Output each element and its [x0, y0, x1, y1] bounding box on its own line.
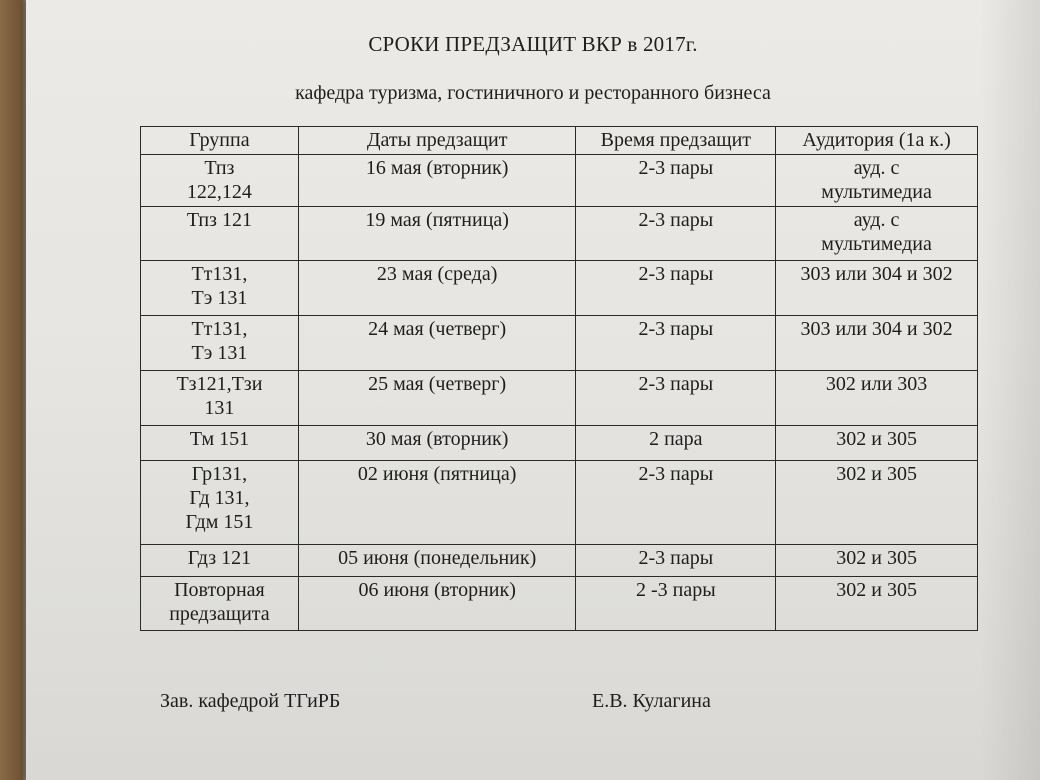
cell-room	[776, 426, 978, 461]
cell-group	[141, 316, 299, 371]
cell-room-line: мультимедиа	[821, 181, 932, 203]
table-row	[141, 426, 978, 461]
cell-date: 16 мая (вторник)	[298, 155, 576, 207]
table-row	[141, 316, 978, 371]
cell-date: 02 июня (пятница)	[298, 461, 576, 545]
cell-date: 24 мая (четверг)	[298, 316, 576, 371]
cell-group	[141, 426, 299, 461]
cell-room	[776, 207, 978, 261]
cell-room	[776, 155, 978, 207]
cell-room	[776, 545, 978, 577]
cell-room-line: ауд. с	[853, 209, 900, 231]
cell-group-line: Тт131,	[191, 263, 248, 285]
cell-group-line: Гдз 121	[187, 547, 252, 569]
cell-time: 2 -3 пары	[576, 577, 776, 631]
cell-time: 2-3 пары	[576, 155, 776, 207]
cell-group-line: Тэ 131	[191, 342, 248, 364]
cell-time: 2-3 пары	[576, 545, 776, 577]
cell-room-line: 302 или 303	[825, 373, 928, 395]
cell-room-line: 302 и 305	[836, 428, 917, 450]
cell-group-line: Тпз	[204, 157, 235, 179]
table-row	[141, 207, 978, 261]
cell-group-line: Тт131,	[191, 318, 248, 340]
header-time: Время предзащит	[576, 127, 776, 155]
cell-date: 05 июня (понедельник)	[298, 545, 576, 577]
cell-group	[141, 577, 299, 631]
table-row	[141, 461, 978, 545]
cell-room-line: мультимедиа	[821, 233, 932, 255]
table-row	[141, 261, 978, 316]
cell-group-line: 122,124	[186, 181, 252, 203]
cell-time: 2-3 пары	[576, 316, 776, 371]
cell-group	[141, 461, 299, 545]
cell-room	[776, 577, 978, 631]
cell-group	[141, 371, 299, 426]
header-group: Группа	[141, 127, 299, 155]
cell-room-line: 303 или 304 и 302	[800, 263, 953, 285]
table-body	[141, 155, 978, 631]
cell-group-line: Тз121,Тзи	[176, 373, 263, 395]
cell-room-line: 303 или 304 и 302	[800, 318, 953, 340]
table-row	[141, 545, 978, 577]
footer-position: Зав. кафедрой ТГиРБ	[160, 690, 341, 712]
cell-time: 2-3 пары	[576, 371, 776, 426]
cell-group-line: Повторная	[174, 579, 265, 601]
cell-group-line: Тм 151	[189, 428, 250, 450]
cell-group-line: Тпз 121	[186, 209, 252, 231]
document-subtitle: кафедра туризма, гостиничного и ресторанного бизнеса	[295, 82, 771, 104]
table-header-row	[141, 127, 978, 155]
schedule-table	[140, 126, 978, 631]
table-row	[141, 577, 978, 631]
footer-name: Е.В. Кулагина	[592, 690, 711, 712]
cell-group-line: предзащита	[169, 603, 270, 625]
cell-room	[776, 261, 978, 316]
cell-group-line: 131	[204, 397, 235, 419]
cell-group-line: Гдм 151	[185, 511, 254, 533]
cell-room-line: ауд. с	[853, 157, 900, 179]
cell-date: 19 мая (пятница)	[298, 207, 576, 261]
cell-group	[141, 155, 299, 207]
cell-date: 25 мая (четверг)	[298, 371, 576, 426]
header-dates: Даты предзащит	[298, 127, 576, 155]
cell-time: 2 пара	[576, 426, 776, 461]
cell-time: 2-3 пары	[576, 461, 776, 545]
cell-group-line: Гд 131,	[189, 487, 250, 509]
cell-room	[776, 316, 978, 371]
cell-time: 2-3 пары	[576, 261, 776, 316]
cell-date: 30 мая (вторник)	[298, 426, 576, 461]
document-title: СРОКИ ПРЕДЗАЩИТ ВКР в 2017г.	[368, 32, 698, 56]
table-row	[141, 155, 978, 207]
table-row	[141, 371, 978, 426]
cell-date: 23 мая (среда)	[298, 261, 576, 316]
cell-room	[776, 461, 978, 545]
cell-room	[776, 371, 978, 426]
cell-time: 2-3 пары	[576, 207, 776, 261]
cell-group-line: Тэ 131	[191, 287, 248, 309]
cell-group-line: Гр131,	[191, 463, 248, 485]
header-room: Аудитория (1а к.)	[776, 127, 978, 155]
cell-group	[141, 207, 299, 261]
cell-room-line: 302 и 305	[836, 547, 917, 569]
cell-group	[141, 261, 299, 316]
cell-room-line: 302 и 305	[836, 579, 917, 601]
cell-group	[141, 545, 299, 577]
cell-room-line: 302 и 305	[836, 463, 917, 485]
cell-date: 06 июня (вторник)	[298, 577, 576, 631]
